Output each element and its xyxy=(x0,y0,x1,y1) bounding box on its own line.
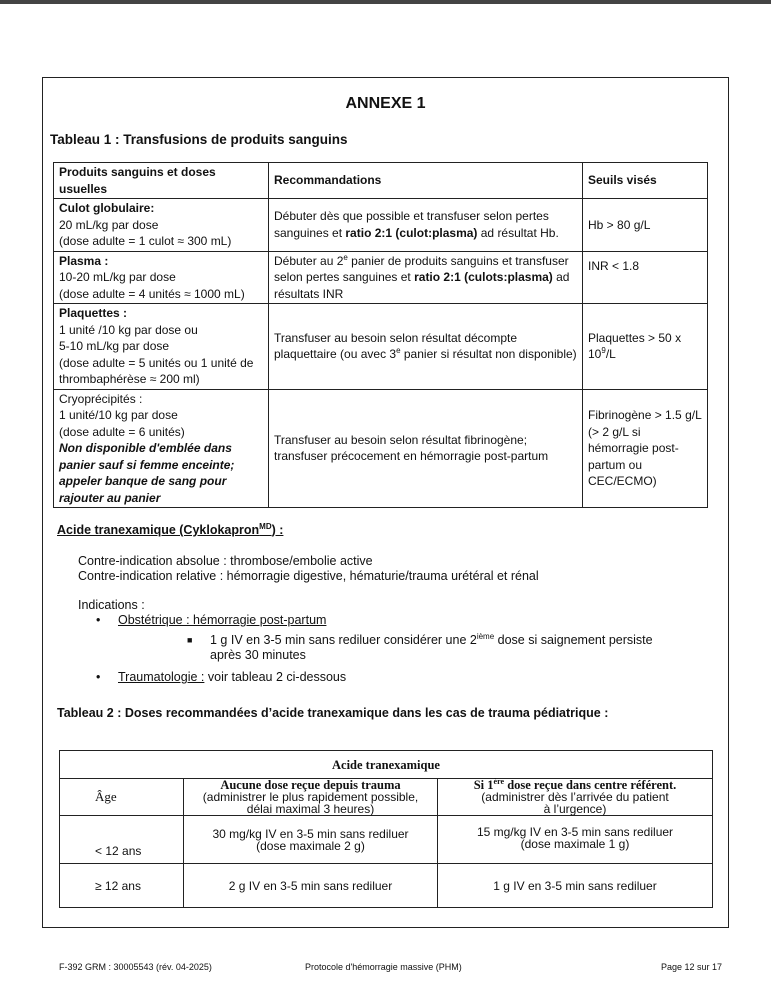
dose-max: (dose maximale 1 g) xyxy=(520,837,630,851)
obstetric-dose xyxy=(210,633,670,663)
recommendation-text: ad résultats INR xyxy=(274,270,570,301)
product-note: Non disponible d'emblée dans panier sauf si femme enceinte; appeler banque de sang pour rajouter au panier xyxy=(59,441,235,505)
table1-header-products: Produits sanguins et doses usuelles xyxy=(54,163,269,199)
dose-text: 30 mg/kg IV en 3-5 min sans rediluer xyxy=(212,826,409,841)
list-item xyxy=(187,633,670,663)
dose-text: 15 mg/kg IV en 3-5 min sans rediluer xyxy=(476,825,674,839)
product-dose: (dose adulte = 5 unités ou 1 unité de thrombaphérèse ≈ 200 ml) xyxy=(59,355,254,386)
table1-header-thresholds: Seuils visés xyxy=(583,163,708,199)
first-dose-cell: 1 g IV en 3-5 min sans rediluer xyxy=(438,864,713,908)
product-cell xyxy=(54,199,269,252)
product-dose: 20 mL/kg par dose xyxy=(59,217,159,232)
superscript: MD xyxy=(259,521,272,531)
age-cell: < 12 ans xyxy=(60,816,184,864)
recommendation-cell xyxy=(269,304,583,390)
superscript: ième xyxy=(476,631,495,641)
table2-title: Tableau 2 : Doses recommandées d’acide tranexamique dans les cas de trauma pédiatrique : xyxy=(57,706,609,720)
product-name: Cryoprécipités : xyxy=(59,391,143,406)
table-row xyxy=(54,304,708,390)
indications-label: Indications : xyxy=(78,598,145,612)
trauma-label: Traumatologie : xyxy=(118,670,205,684)
recommendation-cell: Transfuser au besoin selon résultat fibrinogène; transfuser précocement en hémorragie post-partum xyxy=(269,389,583,508)
dose-text: 1 g IV en 3-5 min sans rediluer considérer une 2 xyxy=(210,633,477,647)
threshold-cell: INR < 1.8 xyxy=(583,251,708,304)
bullet-icon: • xyxy=(96,613,101,627)
threshold-cell: Hb > 80 g/L xyxy=(583,199,708,252)
dose-text: dose si saignement persiste après 30 minutes xyxy=(210,633,653,662)
superscript: e xyxy=(396,346,401,356)
first-dose-column-header xyxy=(438,776,713,816)
product-cell xyxy=(54,304,269,390)
recommendation-text: Débuter dès que possible et transfuser selon pertes sanguines et xyxy=(274,209,549,240)
footer-title: Protocole d'hémorragie massive (PHM) xyxy=(305,962,462,972)
table-row xyxy=(54,389,708,508)
column-subtitle: (administrer le plus rapidement possible, xyxy=(202,790,419,804)
list-item xyxy=(96,670,346,684)
bullet-icon: • xyxy=(96,670,101,684)
recommendation-ratio: ratio 2:1 (culot:plasma) xyxy=(345,225,478,240)
superscript: e xyxy=(343,252,348,262)
product-dose: 1 unité /10 kg par dose ou xyxy=(59,322,198,337)
superscript: ère xyxy=(493,776,505,786)
footer-form-id: F-392 GRM : 30005543 (rév. 04-2025) xyxy=(59,962,212,972)
recommendation-cell xyxy=(269,199,583,252)
product-name: Plasma : xyxy=(59,253,109,268)
tranexamic-dose-table xyxy=(59,750,713,908)
acide-title-text: ) : xyxy=(271,523,284,537)
recommendation-text: Transfuser au besoin selon résultat décompte plaquettaire (ou avec 3 xyxy=(274,330,518,362)
threshold-text: Plaquettes > 50 x 10 xyxy=(588,330,682,362)
table-row xyxy=(54,199,708,252)
product-dose: 1 unité/10 kg par dose xyxy=(59,408,178,422)
product-name: Culot globulaire: xyxy=(59,201,155,215)
recommendation-text: Débuter au 2 xyxy=(274,253,344,268)
column-subtitle: (administrer dès l’arrivée du patient xyxy=(481,790,669,804)
threshold-cell xyxy=(583,304,708,390)
recommendation-text: panier si résultat non disponible) xyxy=(400,347,577,362)
product-cell xyxy=(54,251,269,304)
contraindication-absolute: Contre-indication absolue : thrombose/embolie active xyxy=(78,554,373,568)
table2-header: Acide tranexamique xyxy=(60,751,713,779)
contraindication-relative: Contre-indication relative : hémorragie digestive, hématurie/trauma urétéral et rénal xyxy=(78,569,539,583)
no-dose-column-header xyxy=(184,779,438,816)
table1-title: Tableau 1 : Transfusions de produits sanguins xyxy=(50,132,348,147)
dose-max: (dose maximale 2 g) xyxy=(256,838,365,853)
table-row xyxy=(54,251,708,304)
column-subtitle: délai maximal 3 heures) xyxy=(246,802,375,816)
square-bullet-icon: ■ xyxy=(187,635,193,645)
recommendation-ratio: ratio 2:1 (culots:plasma) xyxy=(414,270,553,284)
recommendation-text: ad résultat Hb. xyxy=(477,225,559,240)
list-item xyxy=(96,613,326,627)
table-row xyxy=(60,864,713,908)
column-title: Aucune dose reçue depuis trauma xyxy=(220,778,401,792)
recommendation-cell xyxy=(269,251,583,304)
recommendation-text: panier de produits sanguins et transfuser selon pertes sanguines et xyxy=(274,253,569,284)
product-dose: (dose adulte = 1 culot ≈ 300 mL) xyxy=(59,234,232,248)
age-cell: ≥ 12 ans xyxy=(60,864,184,908)
column-subtitle: à l’urgence) xyxy=(543,802,607,816)
product-dose: (dose adulte = 6 unités) xyxy=(59,424,185,439)
age-column-header: Âge xyxy=(60,779,184,816)
threshold-text: /L xyxy=(605,347,616,362)
annex-title: ANNEXE 1 xyxy=(345,95,426,112)
obstetric-label: Obstétrique : hémorragie post-partum xyxy=(118,613,327,627)
trauma-text: voir tableau 2 ci-dessous xyxy=(204,670,347,684)
window-top-bar xyxy=(0,0,771,4)
no-dose-cell: 2 g IV en 3-5 min sans rediluer xyxy=(184,864,438,908)
product-dose: 10-20 mL/kg par dose xyxy=(59,270,176,284)
product-dose: (dose adulte = 4 unités ≈ 1000 mL) xyxy=(59,286,245,301)
superscript: 9 xyxy=(601,346,606,356)
footer-page-number: Page 12 sur 17 xyxy=(661,962,723,972)
no-dose-cell xyxy=(184,816,438,864)
threshold-cell: Fibrinogène > 1.5 g/L (> 2 g/L si hémorragie post-partum ou CEC/ECMO) xyxy=(583,389,708,508)
acide-section-title xyxy=(57,523,283,537)
transfusion-table xyxy=(53,162,708,508)
product-name: Plaquettes : xyxy=(59,306,128,320)
column-title-text: Si 1 xyxy=(473,778,494,792)
acide-title-text: Acide tranexamique (Cyklokapron xyxy=(57,523,260,537)
contraindications xyxy=(78,554,539,584)
first-dose-cell xyxy=(438,816,713,864)
table-row xyxy=(60,816,713,864)
product-cell xyxy=(54,389,269,508)
column-title-text: dose reçue dans centre référent. xyxy=(504,778,677,792)
product-dose: 5-10 mL/kg par dose xyxy=(59,339,170,353)
table1-header-recommendations: Recommandations xyxy=(269,163,583,199)
